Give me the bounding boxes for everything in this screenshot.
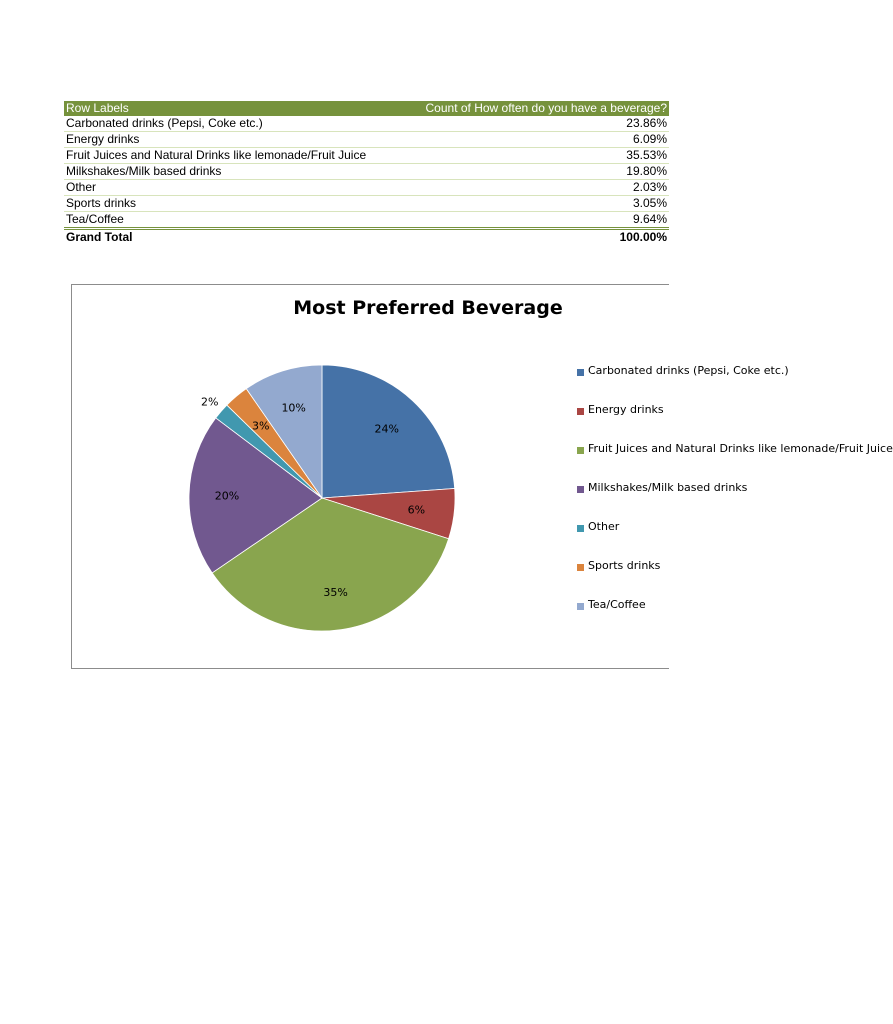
legend-swatch [577,564,584,571]
slice-data-label: 10% [281,401,306,415]
pivot-table [64,101,669,245]
row-value[interactable]: 35.53% [399,148,669,164]
chart-title: Most Preferred Beverage [293,297,563,319]
legend-label: Energy drinks [588,403,664,416]
slice-data-label: 20% [214,489,240,503]
table-header-row [64,101,669,116]
grand-total-row[interactable] [64,229,669,246]
row-label[interactable]: Carbonated drinks (Pepsi, Coke etc.) [64,116,399,132]
legend-label: Milkshakes/Milk based drinks [588,481,748,494]
header-count[interactable]: Count of How often do you have a beverage? [399,101,669,116]
row-label[interactable]: Sports drinks [64,196,399,212]
row-label[interactable]: Milkshakes/Milk based drinks [64,164,399,180]
table-row[interactable] [64,132,669,148]
legend-label: Other [588,520,620,533]
table-row[interactable] [64,180,669,196]
row-label[interactable]: Fruit Juices and Natural Drinks like lemonade/Fruit Juice [64,148,399,164]
row-label[interactable]: Other [64,180,399,196]
legend-swatch [577,369,584,376]
table-row[interactable] [64,164,669,180]
legend-item[interactable] [577,519,777,558]
legend-swatch [577,486,584,493]
row-value[interactable]: 3.05% [399,196,669,212]
row-value[interactable]: 19.80% [399,164,669,180]
legend-swatch [577,603,584,610]
grand-total-label[interactable]: Grand Total [64,229,399,246]
row-value[interactable]: 2.03% [399,180,669,196]
legend-swatch [577,447,584,454]
legend-item[interactable] [577,441,893,480]
table-row[interactable] [64,196,669,212]
slice-data-label: 3% [251,419,270,433]
legend-item[interactable] [577,402,777,441]
pie-chart[interactable] [71,284,893,669]
row-label[interactable]: Energy drinks [64,132,399,148]
slice-data-label: 2% [201,395,219,409]
table-row[interactable] [64,116,669,132]
grand-total-value[interactable]: 100.00% [399,229,669,246]
legend-item[interactable] [577,480,777,519]
row-label[interactable]: Tea/Coffee [64,212,399,229]
legend-label: Fruit Juices and Natural Drinks like lemonade/Fruit Juice [588,442,893,455]
legend-item[interactable] [577,597,777,636]
header-row-labels[interactable]: Row Labels [64,101,399,116]
legend-label: Tea/Coffee [588,598,646,611]
chart-legend [577,363,893,636]
legend-swatch [577,408,584,415]
slice-data-label: 6% [407,503,426,517]
slice-data-label: 24% [374,422,399,436]
legend-item[interactable] [577,363,789,402]
slice-data-label: 35% [323,586,348,600]
legend-label: Carbonated drinks (Pepsi, Coke etc.) [588,364,789,377]
table-row[interactable] [64,148,669,164]
row-value[interactable]: 9.64% [399,212,669,229]
legend-item[interactable] [577,558,777,597]
row-value[interactable]: 6.09% [399,132,669,148]
table-row[interactable] [64,212,669,229]
legend-label: Sports drinks [588,559,661,572]
legend-swatch [577,525,584,532]
row-value[interactable]: 23.86% [399,116,669,132]
